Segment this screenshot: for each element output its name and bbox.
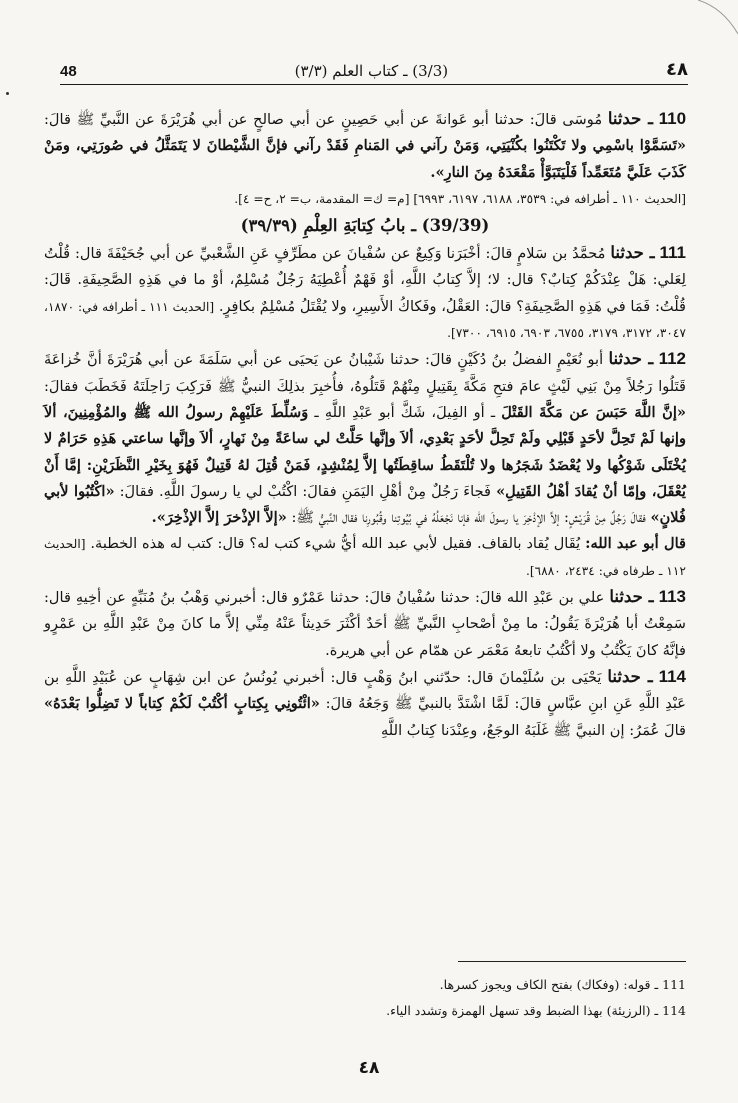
header-page-number-latin: 48 xyxy=(60,63,77,80)
prophet-saying: «ائْتُونِي بِكِتابٍ أكْتُبْ لَكُمْ كِتاباً لا تَضِلُّوا بَعْدَهُ» xyxy=(44,695,320,713)
hadith-text: مُحمَّدُ بن سَلامٍ قالَ: أخْبَرَنا وَكِيعٌ عن سُفْيانَ عن مطَرِّفٍ عَنِ الشَّعْبيِّ عن أبي جُحَيْفَةَ قال: قُلْتُ لِعَلي: هَلْ عِنْدَكُمْ كِتابٌ؟ قال: لا؛ إلاَّ كِتابُ اللَّهِ، أوْ فَهْمٌ أُعْطِيَهُ رَجُلٌ مُسْلِمٌ، أوْ ما في هَذِهِ الصَّحِيفَةِ. قَالَ: قُلْتُ: فَمَا في هَذِهِ الصَّحِيفَةِ؟ قالَ: العَقْلُ، وفَكاكُ الأَسِيرِ، ولا يُقْتَلُ مُسْلِمٌ بكافِرٍ. xyxy=(44,245,686,315)
hadith-text: قالَ عُمَرُ: إن النبيَّ ﷺ غَلَبَهُ الوجَعُ، وعِنْدَنا كِتابُ اللَّهِ xyxy=(380,721,686,739)
hadith-number: 111 xyxy=(659,243,687,263)
hadith-number: 113 xyxy=(658,587,686,607)
page-header xyxy=(60,46,688,85)
hadith-112 xyxy=(44,346,686,531)
main-text xyxy=(44,106,686,744)
haddathana-label: ـ حدثنا xyxy=(610,243,655,263)
hadith-reference: [الحديث ١١٢ ـ طرفاه في: ٢٤٣٤، ٦٨٨٠]. xyxy=(44,537,686,578)
hadith-114 xyxy=(44,664,686,744)
narrator-aside: ـ أو الفِيلَ، شَكَّ أبو عَبْدِ اللَّهِ ـ xyxy=(314,403,496,421)
scan-speck xyxy=(6,92,9,95)
hadith-number: 110 xyxy=(658,109,687,128)
hadith-text: يَحْيَى بن سُلَيْمانَ قال: حدّثني ابنُ وَهْبٍ قال: أخبرني يُونُسُ عن ابن شِهَابٍ عن عُبَيْدِ اللَّهِ بن عَبْدِ اللَّهِ عَنِ ابنِ عبَّاسٍ قالَ: لَمَّا اشْتَدَّ بالنبيِّ ﷺ وَجَعُهُ قالَ: xyxy=(44,668,686,713)
author-note xyxy=(44,531,686,584)
prophet-saying: «اكْتُبُوا لأبي فُلانٍ» xyxy=(44,482,686,527)
prophet-saying: «إلاَّ الإذْخرَ إلاَّ الإذْخِرَ». xyxy=(151,509,287,527)
hadith-reference: [الحديث ١١٠ ـ أطرافه في: ٣٥٣٩، ٦١٨٨، ٦١٩٧، ٦٩٩٣] [م= ك= المقدمة، ب= ٢، ح= ٤]. xyxy=(234,191,686,206)
footer-page-number: ٤٨ xyxy=(358,1058,380,1078)
hadith-113 xyxy=(44,584,686,664)
abu-abdillah-label: قال أبو عبد الله: xyxy=(585,535,687,553)
prophet-saying: وَسُلِّطَ عَلَيْهِمْ رسولُ الله ﷺ والمُؤْمِنِينَ، ألاَ وإنها لَمْ تَحِلَّ لأحَدٍ قَبْلِي ولَمْ تَحِلَّ لأحَدٍ بَعْدِي، ألاَ وإنَّها حَلَّتْ لي ساعَةً مِنْ نَهارٍ، ألاَ وإنَّها ساعتي هَذِهِ حَرَامٌ لا يُخْتَلَى شَوْكُها ولا يُعْضَدُ شَجَرُها ولا تُلْتَقَطُ ساقِطَتُها إلاَّ لِمُنْشِدٍ، فَمَنْ قُتِلَ لهُ قَتِيلٌ فَهُوَ بِخَيْرِ النَّظَرَيْنِ: إمَّا أَنْ يُعْقَلَ، وإمّا أنْ يُقادَ أهْلُ القَتِيلِ» xyxy=(44,403,686,500)
hadith-text: فقالَ رَجُلٌ مِنْ قُرَيْشٍ: إلاَّ الإذْخِرَ يا رسولَ الله فإنا نَجْعَلُهُ في بُيُوتِنا وقُبُورِنا فقال النَّبيُّ ﷺ: xyxy=(291,509,646,527)
header-page-number-arabic: ٤٨ xyxy=(666,59,688,80)
haddathana-label: ـ حدثنا xyxy=(607,666,653,686)
hadith-110 xyxy=(44,106,686,186)
hadith-number: 114 xyxy=(658,666,686,686)
hadith-number: 112 xyxy=(658,349,687,369)
hadith-111 xyxy=(44,240,686,346)
hadith-text: مُوسَى قالَ: حدثنا أبو عَوانةَ عن أبي حَصِينٍ عن أبي صالحٍ عن أبي هُرَيْرَةَ عن النَّبيِّ ﷺ قالَ: xyxy=(44,111,603,128)
hadith-text: فَجاءَ رَجُلٌ مِنْ أهْلِ اليَمَنِ فقالَ: اكْتُبْ لي يا رسولَ اللَّهِ. فقالَ: xyxy=(119,482,491,500)
footnote-separator xyxy=(458,961,686,962)
prophet-saying: «إنَّ اللَّهَ حَبَسَ عن مَكَّةَ القَتْلَ xyxy=(501,403,686,421)
footnotes xyxy=(60,972,686,1024)
haddathana-label: ـ حدثنا xyxy=(607,109,653,128)
footnote: 114 ـ (الرزيئة) بهذا الضبط وقد تسهل الهمزة وتشدد الياء. xyxy=(386,1003,686,1018)
note-text: يُقَال يُقاد بالقاف. فقيل لأبي عبد الله أيُّ شيء كتب له؟ قال: كتب له هذه الخطبة. xyxy=(90,535,581,553)
hadith-reference: [الحديث ١١١ ـ أطرافه في: ١٨٧٠، ٣٠٤٧، ٣١٧٢، ٣١٧٩، ٦٧٥٥، ٦٩٠٣، ٦٩١٥، ٧٣٠٠]. xyxy=(44,299,686,341)
haddathana-label: ـ حدثنا xyxy=(608,349,654,369)
haddathana-label: ـ حدثنا xyxy=(609,587,654,607)
hadith-text: علي بن عَبْدِ الله قالَ: حدثنا سُفْيانُ قالَ: حدثنا عَمْرٌو قال: أخبرني وَهْبُ بنُ مُنَبِّهٍ عن أخِيهِ قال: سَمِعْتُ أبا هُرَيْرَةَ يَقُولُ: ما مِنْ أصْحابِ النَّبيِّ ﷺ أحَدٌ أكْثَرَ حَدِيثاً عَنْهُ مِنِّي إلاَّ ما كانَ مِنْ عَبْدِ اللَّهِ بن عَمْرٍو فإنَّهُ كانَ يَكْتُبُ ولا أكْتُبُ تابعهُ مَعْمَر عن همّام عن أبي هريرة. xyxy=(44,589,686,659)
page-corner-mark xyxy=(698,0,738,40)
prophet-saying: «تَسَمَّوْا باسْمِي ولا تَكْتَنُوا بكُنْيَتِي، وَمَنْ رآني في المَنامِ فَقَدْ رآني فإنَّ الشَّيْطانَ لا يَتَمَثَّلُ في صُورَتِي، ومَنْ كَذَبَ عَلَيَّ مُتَعَمِّداً فَلْيَتَبَوَّأْ مَقْعَدَهُ مِنَ النارِ». xyxy=(44,137,686,181)
footnote: 111 ـ قوله: (وفكاك) بفتح الكاف ويجوز كسرها. xyxy=(439,977,686,992)
header-running-title: (3/3) ـ كتاب العلم (٣/٣) xyxy=(294,62,449,80)
hadith-text: أبو نُعَيْمٍ الفضلُ بنُ دُكَيْنٍ قالَ: حدثنا شَيْبانُ عن يَحيَى عن أبي سَلَمَةَ عن أبي هُرَيْرَةَ أنَّ خُزاعَةَ قَتَلُوا رَجُلاً مِنْ بَنِي لَيْثٍ عامَ فتحِ مَكَّةَ بِقَتِيلٍ مِنْهُمْ قَتَلُوهُ، فأُخبِرَ بذلِكَ النبيُّ ﷺ فَرَكِبَ رَاحِلَتَهُ فَخَطَبَ فقالَ: xyxy=(44,351,686,395)
chapter-title: (39/39) ـ بابُ كِتابَةِ العِلْمِ (٣٩/٣٩) xyxy=(240,216,490,236)
